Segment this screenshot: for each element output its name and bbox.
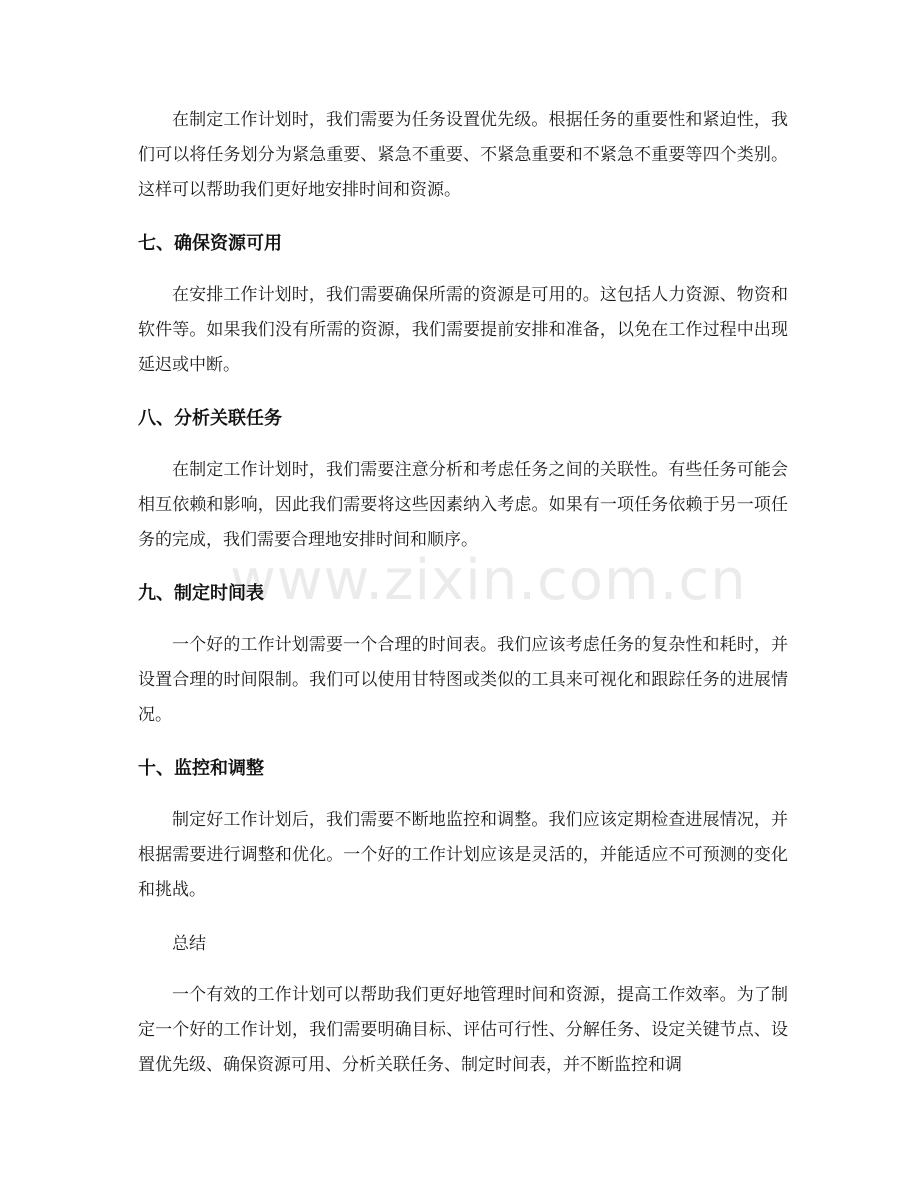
paragraph-section-8: 在制定工作计划时，我们需要注意分析和考虑任务之间的关联性。有些任务可能会相互依赖和影响，因此我们需要将这些因素纳入考虑。如果有一项任务依赖于另一项任务的完成，我们需要合理地安排时间和顺序。 <box>138 460 788 550</box>
paragraph-section-10: 制定好工作计划后，我们需要不断地监控和调整。我们应该定期检查进展情况，并根据需要进行调整和优化。一个好的工作计划应该是灵活的，并能适应不可预测的变化和挑战。 <box>138 810 788 900</box>
section-heading-9: 九、制定时间表 <box>138 583 264 604</box>
paragraph-summary: 一个有效的工作计划可以帮助我们更好地管理时间和资源，提高工作效率。为了制定一个好的工作计划，我们需要明确目标、评估可行性、分解任务、设定关键节点、设置优先级、确保资源可用、分析关联任务、制定时间表，并不断监控和调 <box>138 985 788 1075</box>
paragraph-section-9: 一个好的工作计划需要一个合理的时间表。我们应该考虑任务的复杂性和耗时，并设置合理的时间限制。我们可以使用甘特图或类似的工具来可视化和跟踪任务的进展情况。 <box>138 635 788 725</box>
section-heading-8: 八、分析关联任务 <box>138 408 282 429</box>
paragraph-section-7: 在安排工作计划时，我们需要确保所需的资源是可用的。这包括人力资源、物资和软件等。如果我们没有所需的资源，我们需要提前安排和准备，以免在工作过程中出现延迟或中断。 <box>138 285 788 375</box>
summary-label: 总结 <box>172 934 206 954</box>
document-body <box>138 103 788 1083</box>
section-heading-10: 十、监控和调整 <box>138 758 264 779</box>
paragraph-priority: 在制定工作计划时，我们需要为任务设置优先级。根据任务的重要性和紧迫性，我们可以将任务划分为紧急重要、紧急不重要、不紧急重要和不紧急不重要等四个类别。这样可以帮助我们更好地安排时间和资源。 <box>138 110 788 200</box>
watermark: www.zixin.com.cn <box>230 548 747 613</box>
section-heading-7: 七、确保资源可用 <box>138 233 282 254</box>
